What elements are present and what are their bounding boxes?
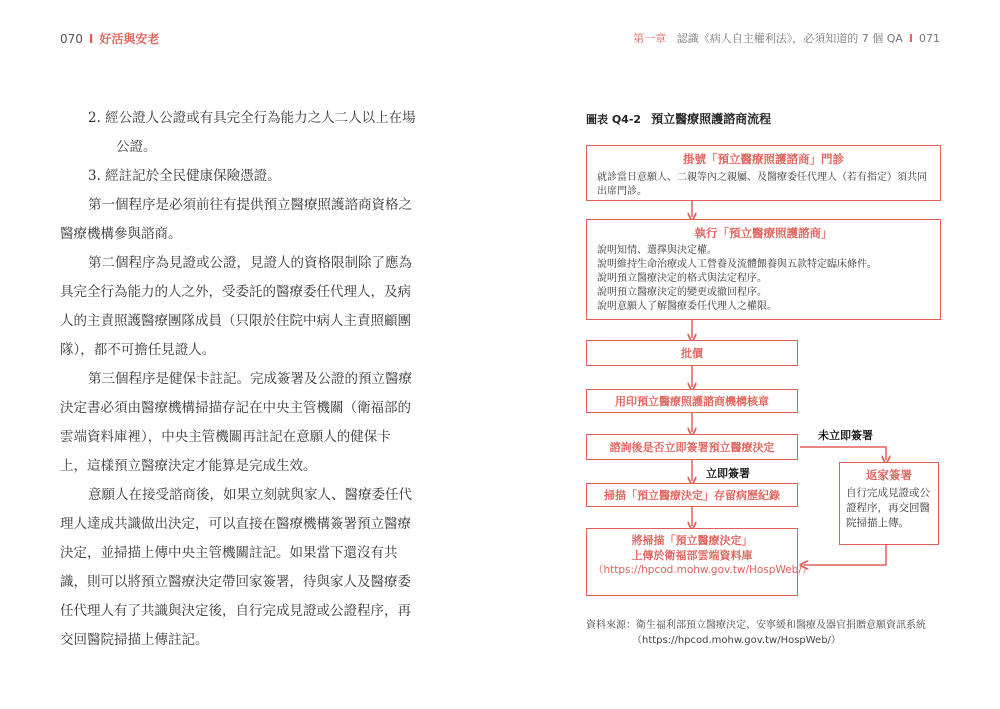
- step-consultation: [586, 219, 941, 320]
- step-stamp: 用印預立醫療照護諮商機構核章: [586, 389, 798, 413]
- book-title: 好活與安老: [99, 32, 160, 46]
- consult-line-3: 說明預立醫療決定的格式與法定程序。: [597, 273, 767, 284]
- step-register-title: 掛號「預立醫療照護諮商」門診: [683, 152, 844, 166]
- figure-source: [586, 618, 946, 648]
- step-billing: 批價: [586, 340, 798, 366]
- label-not-signed: 未立即簽署: [818, 429, 873, 442]
- step-upload: [586, 528, 813, 596]
- figure-number: 圖表 Q4-2: [586, 113, 642, 126]
- left-page-number: 070: [60, 32, 83, 46]
- consult-line-4: 說明預立醫療決定的變更或撤回程序。: [597, 287, 767, 298]
- list-item-3: 3. 經註記於全民健康保險憑證。: [88, 168, 281, 184]
- label-signed: 立即簽署: [706, 467, 750, 480]
- home-sign-desc: 自行完成見證或公證程序，再交回醫院掃描上傳。: [846, 487, 930, 529]
- chapter-label: 第一章: [633, 32, 667, 45]
- upload-line-2: 上傳於衛福部雲端資料庫: [631, 549, 753, 562]
- list-item-2: 2. 經公證人公證或有具完全行為能力之人二人以上在場公證。: [88, 110, 416, 155]
- step-scan-record: 掃描「預立醫療決定」存留病歷紀錄: [586, 483, 798, 507]
- upload-url: （https://hpcod.mohw.gov.tw/HospWeb/）: [593, 564, 813, 576]
- consult-line-5: 說明意願人了解醫療委任代理人之權限。: [597, 301, 777, 312]
- home-sign-title: 返家簽署: [866, 468, 912, 482]
- arrow-no-sign: [800, 447, 886, 460]
- chapter-title: 認識《病人自主權利法》，必須知道的 7 個 QA: [676, 32, 903, 45]
- source-line-1: 資料來源：衛生福利部預立醫療決定、安寧緩和醫療及器官捐贈意願資訊系統: [586, 620, 926, 631]
- paragraph-3: 第三個程序是健保卡註記。完成簽署及公證的預立醫療決定書必須由醫療機構掃描存記在中央主管機關（衛福部的雲端資料庫裡），中央主管機關再註記在意願人的健保卡上，這樣預立醫療決定才能算是完成生效。: [60, 371, 412, 474]
- upload-line-1: 將掃描「預立醫療決定」: [631, 534, 753, 547]
- consult-line-2: 說明維持生命治療或人工營養及流體餵養與五款特定臨床條件。: [597, 259, 877, 270]
- step-home-sign: [839, 462, 939, 545]
- step-decision: 諮詢後是否立即簽署預立醫療決定: [586, 434, 798, 460]
- consult-line-1: 說明知情、選擇與決定權。: [597, 245, 717, 256]
- step-consultation-title: 執行「預立醫療照護諮商」: [694, 226, 833, 240]
- paragraph-2: 第二個程序為見證或公證，見證人的資格限制除了應為具完全行為能力的人之外，受委託的醫療委任代理人，及病人的主責照護醫療團隊成員（只限於住院中病人主責照顧團隊），都不可擔任見證人。: [60, 255, 412, 358]
- header-separator: I: [908, 32, 913, 45]
- header-separator: I: [88, 32, 94, 46]
- arrow-home-return: [804, 545, 886, 565]
- right-page-number: 071: [919, 32, 940, 45]
- step-register-desc: 就診當日意願人、二親等內之親屬、及醫療委任代理人（若有指定）須共同出席門診。: [597, 172, 927, 197]
- paragraph-1: 第一個程序是必須前往有提供預立醫療照護諮商資格之醫療機構參與諮商。: [60, 197, 412, 242]
- paragraph-4: 意願人在接受諮商後，如果立刻就與家人、醫療委任代理人達成共識做出決定，可以直接在醫療機構簽署預立醫療決定，並掃描上傳中央主管機關註記。如果當下還沒有共識，則可以將預立醫療決定帶回家簽署，待與家人及醫療委任代理人有了共識與決定後，自行完成見證或公證程序，再交回醫院掃描上傳註記。: [60, 487, 412, 648]
- source-line-2: （https://hpcod.mohw.gov.tw/HospWeb/）: [632, 635, 841, 646]
- figure-caption: 預立醫療照護諮商流程: [651, 112, 772, 126]
- step-register-clinic: [586, 145, 941, 201]
